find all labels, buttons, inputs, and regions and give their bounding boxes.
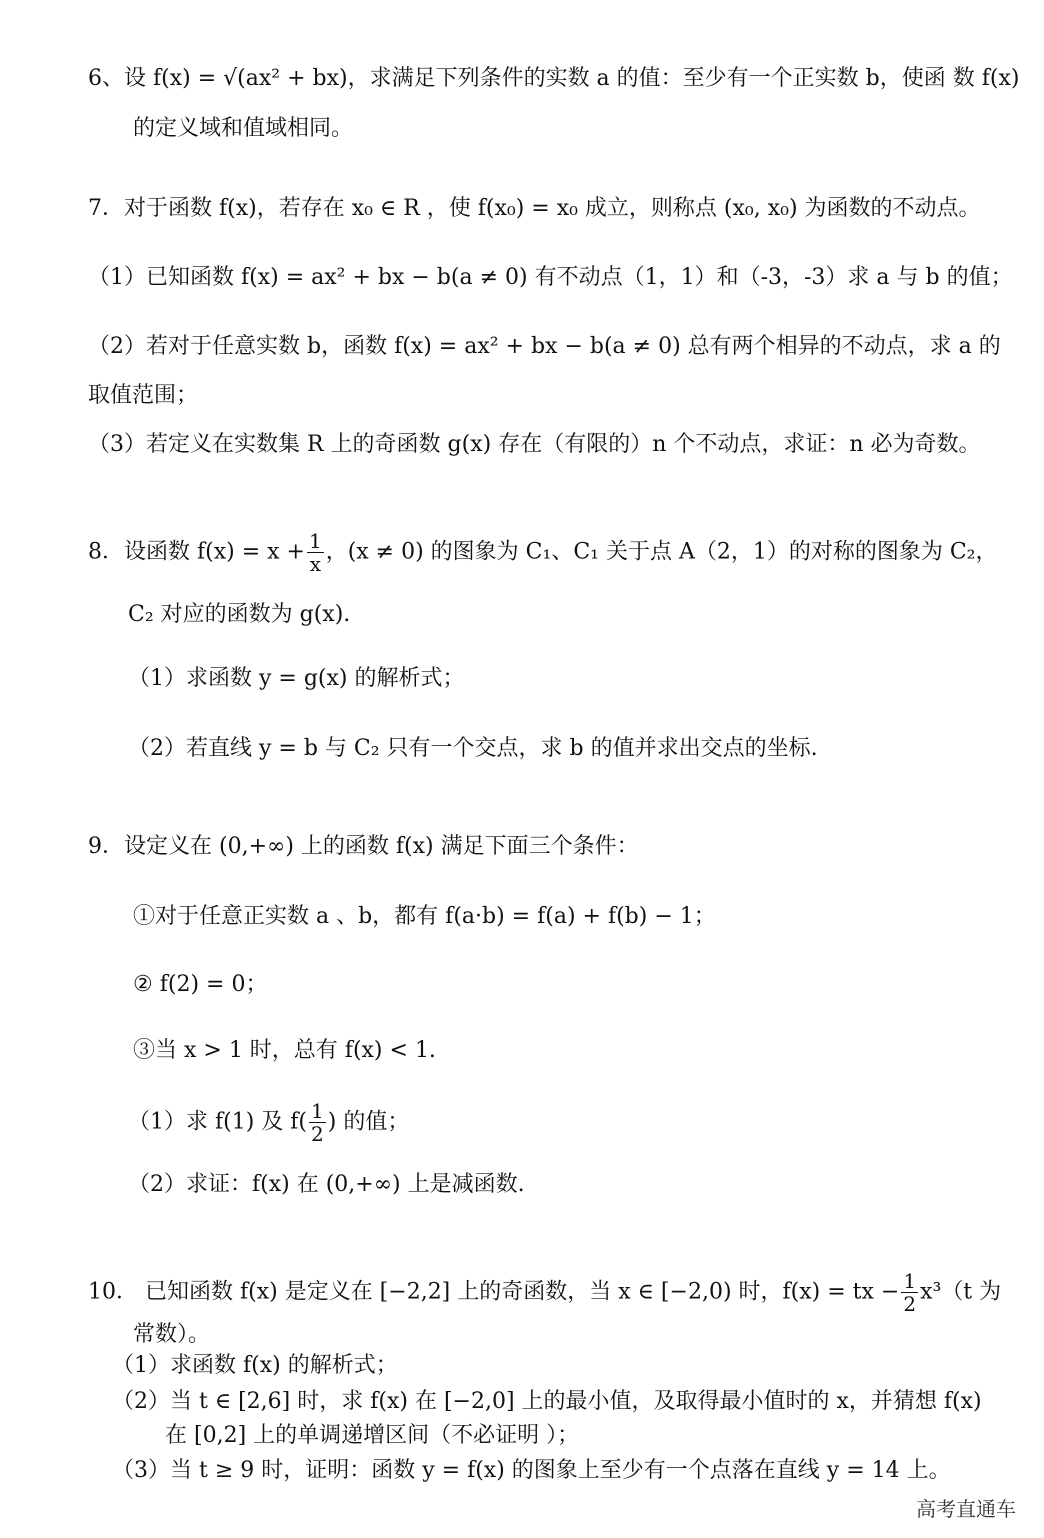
- p10-intro: [88, 1270, 1001, 1315]
- p9-q1-post: ) 的值；: [327, 1109, 410, 1135]
- p10-q2-line2: 在 [0,2] 上的单调递增区间（不必证明 ）；: [165, 1423, 580, 1448]
- p8-line2: C₂ 对应的函数为 g(x).: [128, 602, 351, 627]
- p10-frac-num: 1: [903, 1269, 917, 1293]
- p10-frac-den: 2: [903, 1292, 917, 1316]
- p9-condition-3: ③当 x > 1 时，总有 f(x) < 1.: [133, 1038, 436, 1063]
- p8-intro-post: ，(x ≠ 0) 的图象为 C₁、C₁ 关于点 A（2，1）的对称的图象为 C₂，: [325, 539, 998, 565]
- p7-q2-line1: （2）若对于任意实数 b，函数 f(x) = ax² + bx − b(a ≠ 0) 总有两个相异的不动点，求 a 的: [88, 334, 1001, 359]
- p7-q2-line2: 取值范围；: [88, 383, 199, 408]
- p9-condition-2: ② f(2) = 0；: [133, 972, 268, 997]
- p10-intro-pre: 10． 已知函数 f(x) 是定义在 [−2,2] 上的奇函数，当 x ∈ [−2,0) 时，f(x) = tx −: [88, 1279, 900, 1305]
- watermark: 高考直通车: [916, 1497, 1016, 1521]
- p9-frac-num: 1: [311, 1099, 324, 1123]
- p10-q1: （1）求函数 f(x) 的解析式；: [112, 1353, 398, 1378]
- p8-q2: （2）若直线 y = b 与 C₂ 只有一个交点，求 b 的值并求出交点的坐标.: [128, 736, 818, 761]
- p10-fraction: [901, 1270, 918, 1315]
- p6-line2: 的定义域和值域相同。: [133, 116, 354, 141]
- p10-q3: （3）当 t ≥ 9 时，证明：函数 y = f(x) 的图象上至少有一个点落在直线 y = 14 上。: [112, 1458, 951, 1483]
- p8-fraction: [307, 530, 324, 575]
- p10-line2: 常数）。: [133, 1322, 211, 1347]
- p9-q2: （2）求证：f(x) 在 (0,+∞) 上是减函数.: [128, 1172, 525, 1197]
- p6-line1: 6、设 f(x) = √(ax² + bx)，求满足下列条件的实数 a 的值：至少有一个正实数 b，使函 数 f(x): [88, 66, 1020, 91]
- p8-frac-num: 1: [308, 529, 322, 553]
- p7-q1: （1）已知函数 f(x) = ax² + bx − b(a ≠ 0) 有不动点（1，1）和（-3，-3）求 a 与 b 的值；: [88, 265, 1013, 290]
- p9-intro: 9．设定义在 (0,+∞) 上的函数 f(x) 满足下面三个条件：: [88, 834, 639, 859]
- p7-intro: 7．对于函数 f(x)，若存在 x₀ ∈ R ，使 f(x₀) = x₀ 成立，则称点 (x₀, x₀) 为函数的不动点。: [88, 196, 981, 221]
- p8-q1: （1）求函数 y = g(x) 的解析式；: [128, 666, 465, 691]
- p10-q2-line1: （2）当 t ∈ [2,6] 时，求 f(x) 在 [−2,0] 上的最小值，及取得最小值时的 x，并猜想 f(x): [112, 1389, 982, 1414]
- p9-q1: [128, 1100, 409, 1145]
- p7-q3: （3）若定义在实数集 R 上的奇函数 g(x) 存在（有限的）n 个不动点，求证：n 必为奇数。: [88, 432, 981, 457]
- p9-frac-den: 2: [311, 1122, 324, 1146]
- p10-intro-post: x³（t 为: [920, 1279, 1002, 1305]
- p9-q1-pre: （1）求 f(1) 及 f(: [128, 1109, 308, 1135]
- p9-condition-1: ①对于任意正实数 a 、b，都有 f(a·b) = f(a) + f(b) − 1；: [133, 904, 716, 929]
- p8-intro-pre: 8．设函数 f(x) = x +: [88, 539, 305, 565]
- p9-fraction: [309, 1100, 326, 1145]
- p8-frac-den: x: [309, 552, 321, 576]
- p8-intro: [88, 530, 998, 575]
